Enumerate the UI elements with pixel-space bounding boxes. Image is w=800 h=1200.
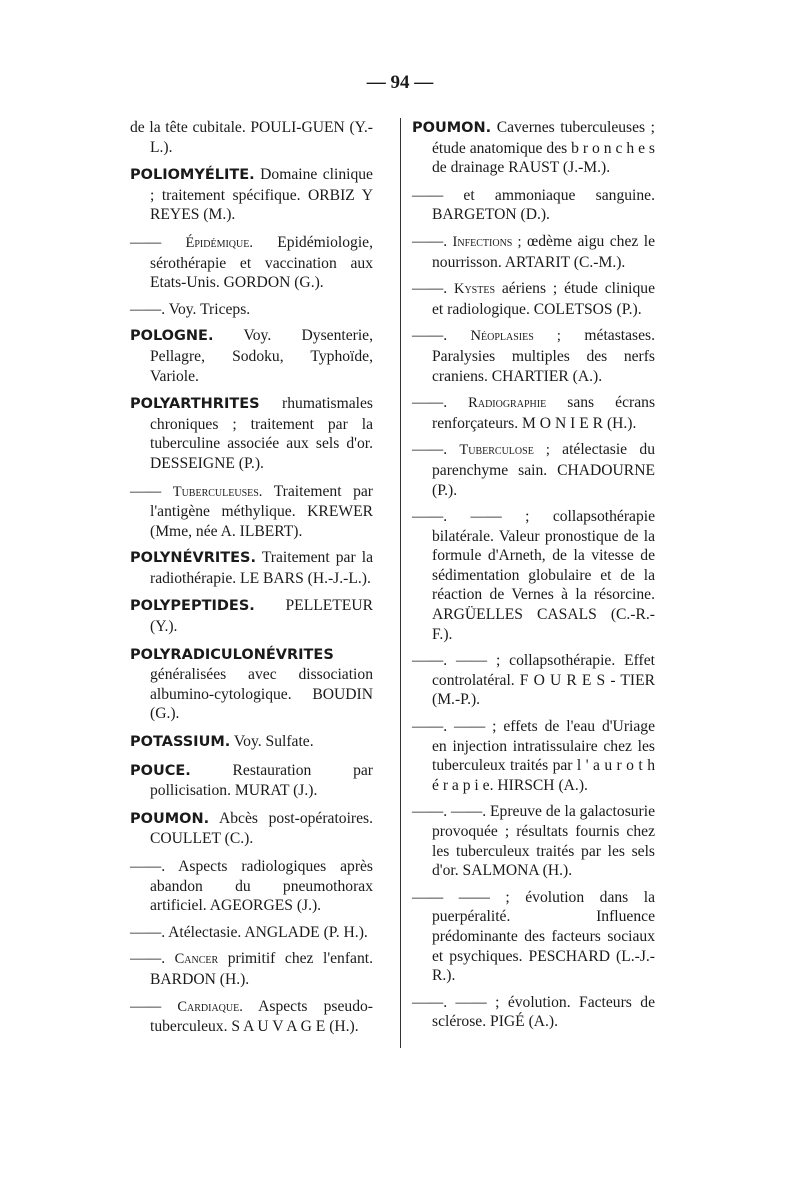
entry-text: atélectasie du parenchyme sain. CHADOURNE (P.). — [432, 441, 655, 499]
index-entry — [130, 809, 373, 849]
entry-text: Domaine clinique ; traitement spécifique. ORBIZ Y REYES (M.). — [150, 166, 373, 224]
entry-text: de la tête cubitale. POULI-GUEN (Y.-L.). — [130, 119, 373, 156]
entry-text: —— ; collapsothérapie bilatérale. Valeur pronostique de la formule d'Arneth, de la vitesse de sédimentation globulaire et de la réaction de Vernes à la résorcine. ARGÜELLES CASALS (C.-R.-F.). — [432, 508, 655, 643]
entry-text: ——. Epreuve de la galactosurie provoquée ; résultats fournis chez les tuberculeux traités par les sels d'or. SALMONA (H.). — [432, 803, 656, 880]
entry-text: primitif chez l'enfant. BARDON (H.). — [150, 950, 373, 988]
entry-subheading: Cardiaque. — [177, 998, 243, 1015]
entry-text: Voy. Dysenterie, Pellagre, Sodoku, Typhoïde, Variole. — [150, 327, 373, 385]
ditto-dash: ——. — [412, 803, 448, 821]
entry-subheading: Kystes — [453, 281, 496, 298]
index-entry — [130, 118, 373, 157]
entry-text: Abcès post-opératoires. COULLET (C.). — [150, 809, 373, 848]
entry-headword: POLYRADICULONÉVRITES — [130, 646, 334, 663]
index-entry — [412, 393, 655, 433]
entry-subheading: Néoplasies ; — [470, 328, 561, 345]
index-entry — [130, 596, 373, 636]
entry-text: généralisées avec dissociation albumino-cytologique. BOUDIN (G.). — [150, 666, 373, 723]
index-entry — [412, 232, 655, 272]
ditto-dash: —— — [130, 482, 162, 500]
entry-subheading: Tuberculose ; — [459, 442, 550, 459]
entry-text: —— ; évolution. Facteurs de sclérose. PIGÉ (A.). — [432, 993, 655, 1031]
ditto-dash: ——. — [412, 327, 448, 345]
column-divider — [400, 118, 401, 1048]
entry-headword: POLIOMYÉLITE. — [130, 167, 255, 184]
ditto-dash: ——. — [412, 280, 448, 298]
index-entry — [130, 165, 373, 225]
index-entry — [130, 732, 373, 753]
index-entry — [130, 233, 373, 293]
entry-subheading: Tuberculeuses. — [172, 483, 263, 500]
entry-headword: POLOGNE. — [130, 328, 214, 345]
index-entry — [130, 949, 373, 989]
entry-subheading: Radiographie — [468, 395, 547, 412]
entry-text: œdème aigu chez le nourrisson. ARTARIT (C.-M.). — [432, 232, 655, 271]
index-entry — [412, 802, 655, 880]
entry-text: PELLETEUR (Y.). — [150, 597, 373, 636]
ditto-dash: ——. — [412, 652, 448, 670]
ditto-dash: ——. — [412, 718, 448, 736]
index-entry — [412, 186, 655, 225]
entry-text: rhumatismales chroniques ; traitement par la tuberculine associée aux sels d'or. DESSEIGNE (P.). — [150, 395, 373, 472]
index-entry — [412, 118, 655, 178]
entry-text: Aspects pseudo-tuberculeux. S A U V A G E (H.). — [150, 997, 373, 1036]
index-entry — [130, 394, 373, 473]
entry-text: et ammoniaque sanguine. BARGETON (D.). — [432, 186, 655, 224]
index-entry — [412, 507, 655, 644]
index-entry — [130, 923, 373, 943]
left-column — [130, 118, 373, 1044]
entry-text: Voy. Triceps. — [168, 300, 251, 318]
entry-subheading: Infections ; — [452, 233, 522, 250]
index-entry — [412, 993, 655, 1032]
entry-text: aériens ; étude clinique et radiologique. COLETSOS (P.). — [432, 280, 655, 318]
ditto-dash: ——. — [130, 923, 166, 941]
page-number: — 94 — — [366, 72, 434, 93]
ditto-dash: ——. — [412, 394, 448, 412]
entry-text: Aspects radiologiques après abandon du pneumothorax artificiel. AGEORGES (J.). — [150, 858, 373, 915]
entry-text: —— ; collapsothérapie. Effet controlatéral. F O U R E S - TIER (M.-P.). — [432, 652, 655, 709]
index-entry — [412, 717, 655, 795]
index-entry — [130, 548, 373, 588]
index-entry — [130, 645, 373, 724]
index-entry — [130, 326, 373, 386]
entry-headword: POLYNÉVRITES. — [130, 550, 257, 567]
entry-text: Cavernes tuberculeuses ; étude anatomique des b r o n c h e s de drainage RAUST (J.-M.). — [432, 119, 655, 177]
entry-subheading: Épidémique. — [185, 234, 253, 251]
ditto-dash: ——. — [130, 858, 166, 875]
entry-text: Restauration par pollicisation. MURAT (J.). — [150, 761, 373, 800]
ditto-dash: ——. — [412, 993, 448, 1011]
index-entry — [130, 300, 373, 320]
index-entry — [412, 440, 655, 500]
index-entry — [130, 857, 373, 916]
index-entry — [412, 888, 655, 986]
ditto-dash: ——. — [412, 232, 448, 250]
entry-text: —— ; effets de l'eau d'Uriage en injection intratissulaire chez les tuberculeux traités par l ' a u r o t h é r a p i e. HIRSCH (A.). — [432, 718, 655, 794]
entry-text: métastases. Paralysies multiples des nerfs craniens. CHARTIER (A.). — [432, 327, 655, 385]
index-entry — [130, 997, 373, 1037]
index-entry — [412, 279, 655, 319]
entry-headword: POTASSIUM. — [130, 734, 231, 751]
entry-headword: POUMON. — [412, 120, 492, 136]
entry-text: Traitement par l'antigène méthylique. KREWER (Mme, née A. ILBERT). — [150, 482, 373, 540]
entry-text: —— ; évolution dans la puerpéralité. Influence prédominante des facteurs sociaux et psychiques. PESCHARD (L.-J.-R.). — [432, 888, 655, 985]
entry-headword: POUCE. — [130, 762, 191, 779]
entry-text: Epidémiologie, sérothérapie et vaccination aux Etats-Unis. GORDON (G.). — [150, 233, 373, 292]
entry-subheading: Cancer — [174, 951, 219, 968]
ditto-dash: —— — [412, 186, 444, 204]
ditto-dash: —— — [412, 888, 444, 906]
index-entry — [130, 761, 373, 801]
index-entry — [412, 326, 655, 386]
ditto-dash: —— — [130, 233, 162, 251]
ditto-dash: ——. — [130, 300, 166, 318]
index-entry — [130, 482, 373, 542]
entry-text: sans écrans renforçateurs. M O N I E R (H.). — [432, 394, 656, 432]
ditto-dash: ——. — [130, 950, 166, 968]
ditto-dash: —— — [130, 997, 162, 1015]
entry-text: Atélectasie. ANGLADE (P. H.). — [168, 923, 368, 941]
entry-headword: POUMON. — [130, 810, 210, 827]
ditto-dash: ——. — [412, 508, 448, 526]
entry-text: Traitement par la radiothérapie. LE BARS (H.-J.-L.). — [150, 549, 373, 587]
entry-headword: POLYPEPTIDES. — [130, 598, 255, 615]
right-column — [412, 118, 655, 1039]
entry-headword: POLYARTHRITES — [130, 396, 260, 413]
index-entry — [412, 651, 655, 710]
entry-text: Voy. Sulfate. — [233, 733, 314, 751]
ditto-dash: ——. — [412, 441, 448, 459]
